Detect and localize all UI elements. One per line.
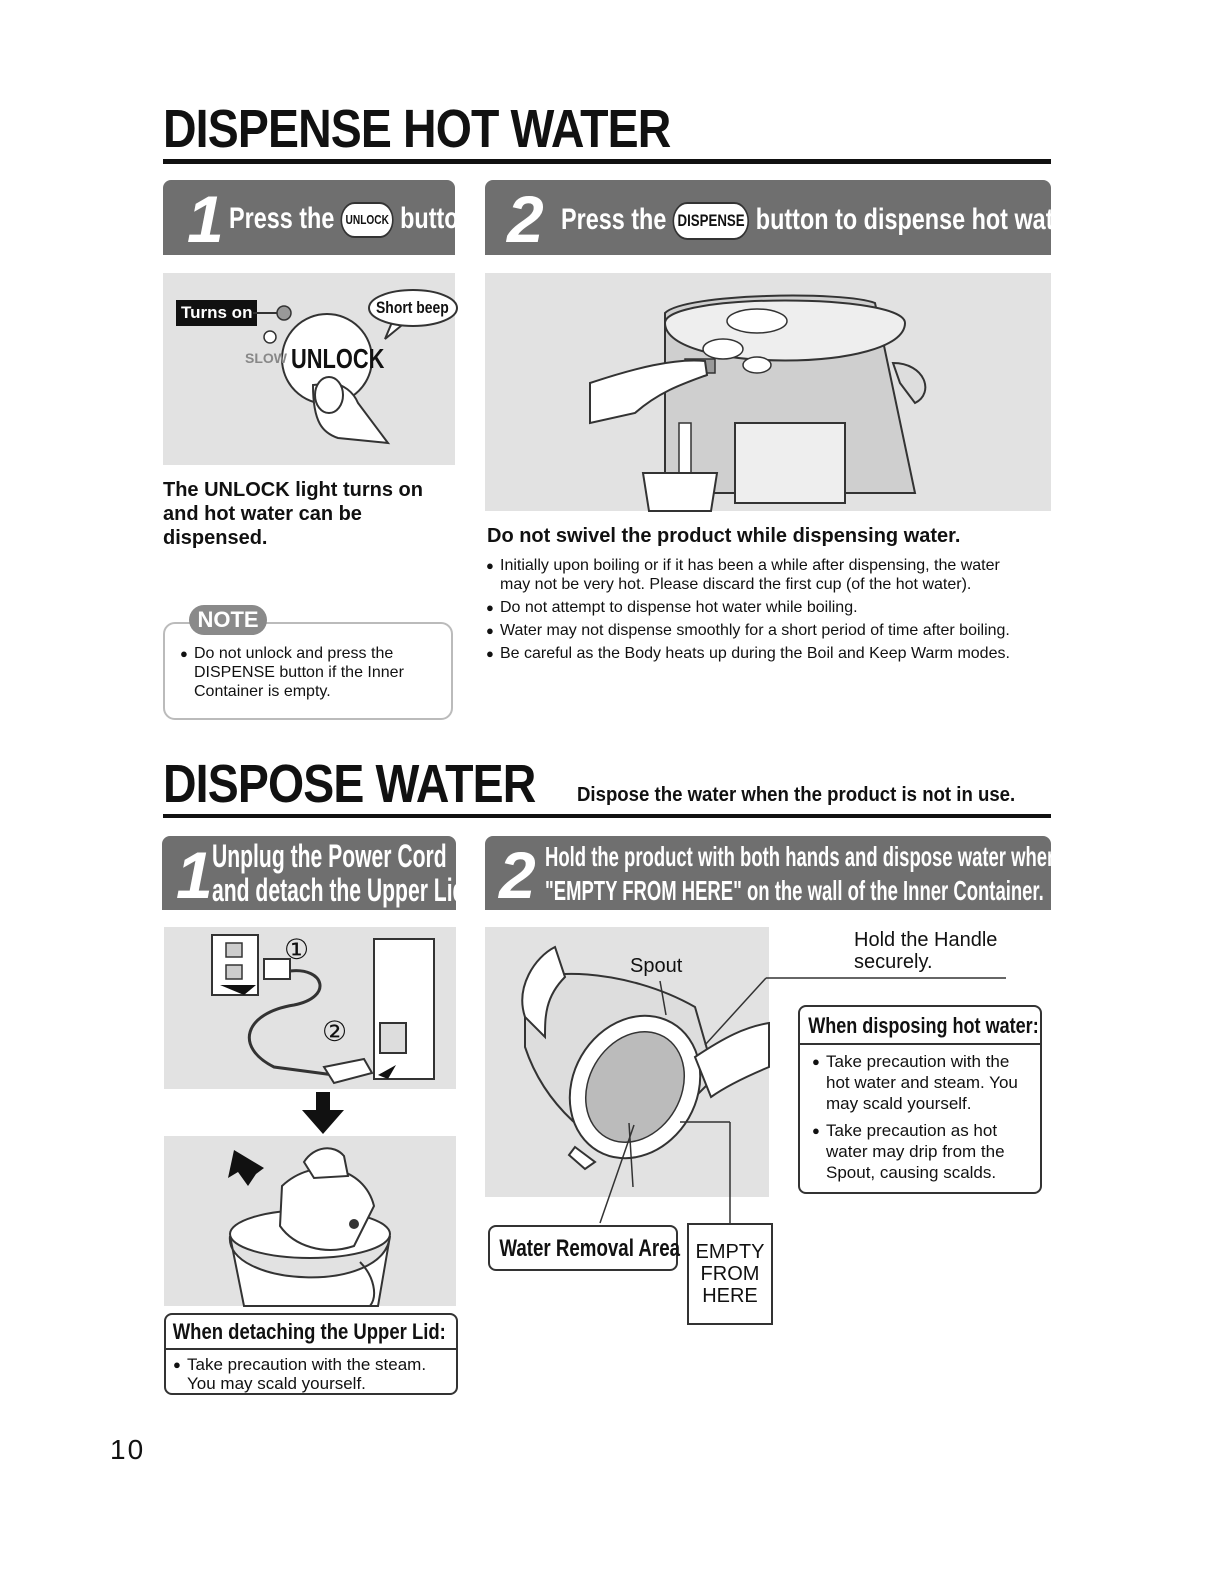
note-text: ● Do not unlock and press the DISPENSE button if the Inner Container is empty. — [180, 644, 442, 701]
dispense-step2-pre: Press the — [561, 202, 667, 236]
dispose-step2-line2: "EMPTY FROM HERE" on the wall of the Inner Container. — [545, 875, 1044, 906]
dispense-step1-post: button. — [400, 201, 480, 235]
dispose-step2-number: 2 — [499, 838, 536, 912]
dispense-bullet-3: ● Water may not dispense smoothly for a short period of time after boiling. — [486, 621, 1022, 640]
pot-dispense-drawing — [485, 273, 1051, 511]
dispense-step1-pre: Press the — [229, 201, 335, 235]
empty-text-1: EMPTY — [695, 1241, 765, 1263]
dispense-button-badge: DISPENSE — [673, 202, 749, 240]
dispose-subtitle: Dispose the water when the product is not in use. — [577, 784, 1016, 806]
dispense-illustration — [485, 273, 1051, 511]
dispense-step2-bar — [485, 180, 1081, 256]
handle-label-line1: Hold the Handle — [854, 929, 998, 951]
unplug-illustration — [164, 927, 456, 1089]
detach-caution-text: ● Take precaution with the steam. You may scald yourself. — [173, 1355, 450, 1393]
step-marker-2: ② — [322, 1015, 348, 1048]
dispose-caution-bullet-1: ● Take precaution with the hot water and steam. You may scald yourself. — [812, 1051, 1032, 1114]
dispose-caution-bullet-2: ● Take precaution as hot water may drip from the Spout, causing scalds. — [812, 1120, 1032, 1183]
dispose-step2-line1: Hold the product with both hands and dispose water where indicated — [545, 841, 1151, 872]
detach-lid-drawing — [164, 1136, 456, 1306]
detach-caution-divider — [166, 1348, 456, 1350]
dispose-caution-box — [798, 1005, 1042, 1194]
dispense-step1-number: 1 — [187, 182, 224, 256]
unlock-key-label: UNLOCK — [291, 343, 385, 374]
dispose-step1-bar — [162, 836, 472, 912]
dispose-step1-line2: and detach the Upper Lid. — [212, 872, 472, 908]
note-list — [180, 644, 442, 701]
page-number: 10 — [110, 1434, 146, 1465]
turns-on-label: Turns on — [176, 300, 257, 326]
short-beep-label: Short beep — [376, 298, 449, 317]
water-removal-text: Water Removal Area — [499, 1235, 681, 1262]
detach-caution-list — [173, 1355, 450, 1393]
dispense-bullets — [486, 556, 1022, 663]
slow-label: SLOW — [245, 350, 287, 366]
dispense-step1-bar — [163, 180, 480, 256]
water-removal-label — [488, 1225, 681, 1271]
detach-caution-title: When detaching the Upper Lid: — [172, 1319, 446, 1344]
dispose-title: DISPOSE WATER — [163, 754, 536, 814]
spout-label: Spout — [630, 955, 683, 977]
empty-from-here-label — [687, 1223, 773, 1325]
unplug-drawing — [164, 927, 456, 1089]
dispose-step1-number: 1 — [176, 838, 213, 912]
dispense-bullet-1: ● Initially upon boiling or if it has been a while after dispensing, the water may not be very hot. Please discard the first cup (of the hot water). — [486, 556, 1022, 594]
dispose-caution-list — [812, 1051, 1032, 1183]
unlock-illustration — [163, 273, 455, 465]
dispense-bullet-2: ● Do not attempt to dispense hot water while boiling. — [486, 598, 1022, 617]
detach-lid-illustration — [164, 1136, 456, 1306]
dispense-step2-text — [561, 202, 1081, 240]
dispose-title-rule — [163, 814, 1051, 818]
unlock-button-badge: UNLOCK — [341, 202, 394, 238]
dispense-title-rule — [163, 159, 1051, 164]
empty-text-2: FROM — [700, 1263, 760, 1285]
handle-label-line2: securely. — [854, 951, 933, 973]
swivel-warning: Do not swivel the product while dispensing water. — [487, 525, 961, 547]
dispose-caution-divider — [800, 1043, 1040, 1045]
empty-text-3: HERE — [702, 1285, 758, 1307]
dispense-step2-number: 2 — [507, 182, 544, 256]
down-arrow-icon — [300, 1092, 346, 1136]
note-label: NOTE — [189, 605, 267, 635]
dispense-title: DISPENSE HOT WATER — [163, 99, 671, 159]
dispose-step2-bar — [485, 836, 1151, 912]
dispense-step2-post: button to dispense hot water. — [755, 202, 1081, 236]
step-marker-1: ① — [284, 933, 310, 966]
dispose-step1-line1: Unplug the Power Cord — [212, 838, 447, 874]
dispense-step1-text — [229, 202, 479, 238]
dispense-bullet-4: ● Be careful as the Body heats up during the Boil and Keep Warm modes. — [486, 644, 1022, 663]
unlock-caption: The UNLOCK light turns on and hot water can be dispensed. — [163, 479, 423, 549]
dispose-caution-title: When disposing hot water: — [808, 1013, 1039, 1038]
detach-caution-box — [164, 1313, 458, 1395]
